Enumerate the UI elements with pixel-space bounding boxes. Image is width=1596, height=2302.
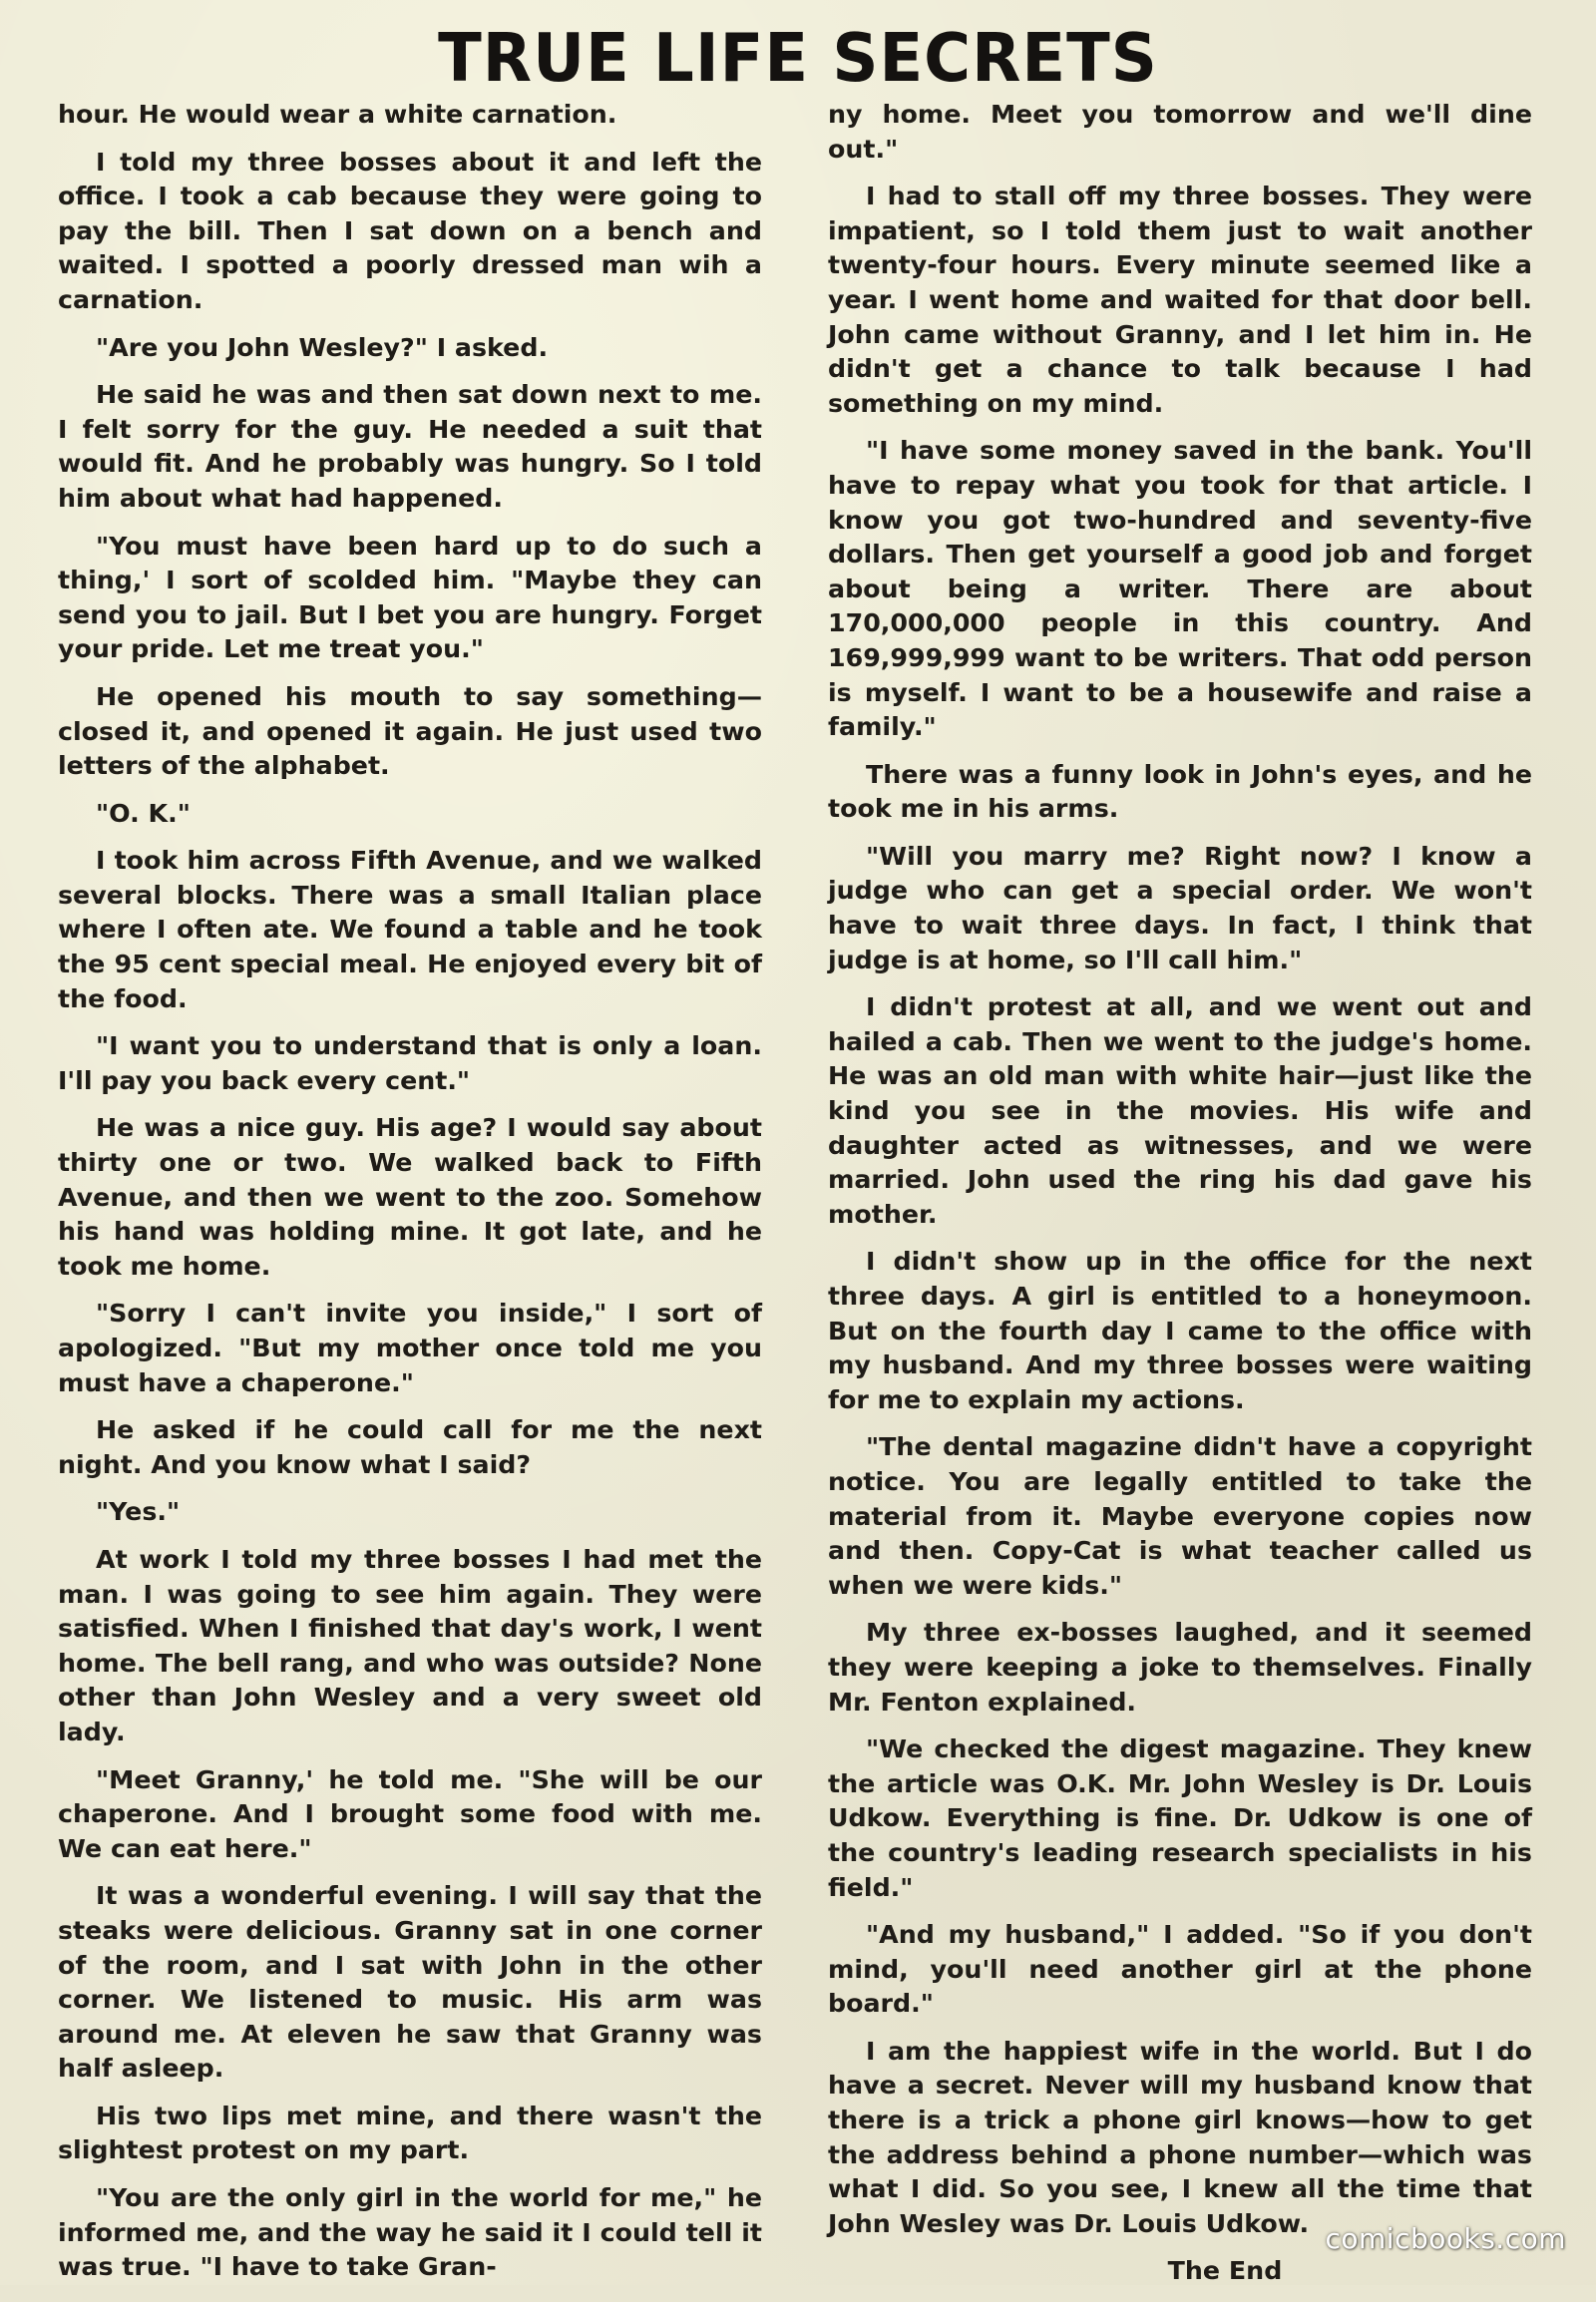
paragraph: "The dental magazine didn't have a copyright notice. You are legally entitled to take the material from it. Maybe everyone copies now and then. Copy-Cat is what teacher called us when we were kids." bbox=[828, 1432, 1532, 1600]
text-column-left bbox=[58, 98, 762, 2298]
page-header-title: TRUE LIFE SECRETS bbox=[438, 20, 1158, 98]
paragraph: "Will you marry me? Right now? I know a judge who can get a special order. We won't have to wait three days. In fact, I think that judge is at home, so I'll call him." bbox=[828, 841, 1532, 974]
paragraph: "Yes." bbox=[96, 1497, 181, 1527]
paragraph: "O. K." bbox=[96, 798, 191, 828]
paragraph: My three ex-bosses laughed, and it seemed they were keeping a joke to themselves. Finally Mr. Fenton explained. bbox=[828, 1618, 1532, 1717]
paragraph: I had to stall off my three bosses. They were impatient, so I told them just to wait another twenty-four hours. Every minute seemed like a year. I went home and waited for that door bell. John came without Granny, and I let him in. He didn't get a chance to talk because I had something on my mind. bbox=[828, 182, 1532, 418]
paragraph: ny home. Meet you tomorrow and we'll dine out." bbox=[828, 100, 1532, 164]
paragraph: His two lips met mine, and there wasn't the slightest protest on my part. bbox=[58, 2101, 762, 2165]
paragraph: "I have some money saved in the bank. You'll have to repay what you took for that article. I know you got two-hundred and seventy-five dollars. Then get yourself a good job and forget about being a writer. There are about 170,000,000 people in this country. And 169,999,999 want to be writers. That odd person is myself. I want to be a housewife and raise a family." bbox=[828, 436, 1532, 742]
paragraph: "You are the only girl in the world for me," he informed me, and the way he said it I could tell it was true. "I have to take Gran- bbox=[58, 2183, 762, 2282]
paragraph: I am the happiest wife in the world. But I do have a secret. Never will my husband know that there is a trick a phone girl knows—how to get the address behind a phone number—which was what I did. So you see, I knew all the time that John Wesley was Dr. Louis Udkow. bbox=[828, 2036, 1532, 2238]
paragraph: "We checked the digest magazine. They knew the article was O.K. Mr. John Wesley is Dr. Louis Udkow. Everything is fine. Dr. Udkow is one of the country's leading research specialists in his field." bbox=[828, 1734, 1532, 1902]
paragraph: He said he was and then sat down next to me. I felt sorry for the guy. He needed a suit that would fit. And he probably was hungry. So I told him about what had happened. bbox=[58, 380, 762, 513]
paragraph: I didn't protest at all, and we went out and hailed a cab. Then we went to the judge's home. He was an old man with white hair—just like the kind you see in the movies. His wife and daughter acted as witnesses, and we were married. John used the ring his dad gave his mother. bbox=[828, 992, 1532, 1229]
story-end-label: The End bbox=[1167, 2256, 1283, 2286]
paragraph: "And my husband," I added. "So if you don't mind, you'll need another girl at the phone board." bbox=[828, 1920, 1532, 2019]
paragraph: hour. He would wear a white carnation. bbox=[58, 100, 617, 129]
site-watermark: comicbooks.com bbox=[1325, 2222, 1566, 2255]
paragraph: "I want you to understand that is only a loan. I'll pay you back every cent." bbox=[58, 1031, 762, 1095]
paragraph: I didn't show up in the office for the next three days. A girl is entitled to a honeymoon. But on the fourth day I came to the office with my husband. And my three bosses were waiting for me to explain my actions. bbox=[828, 1247, 1532, 1414]
paragraph: "Meet Granny,' he told me. "She will be our chaperone. And I brought some food with me. We can eat here." bbox=[58, 1764, 762, 1863]
paragraph: "You must have been hard up to do such a thing,' I sort of scolded him. "Maybe they can send you to jail. But I bet you are hungry. Forget your pride. Let me treat you." bbox=[58, 531, 762, 664]
paragraph: I took him across Fifth Avenue, and we walked several blocks. There was a small Italian place where I often ate. We found a table and he took the 95 cent special meal. He enjoyed every bit of the food. bbox=[58, 846, 762, 1013]
text-column-right bbox=[828, 98, 1532, 2302]
paragraph: He asked if he could call for me the next night. And you know what I said? bbox=[58, 1415, 762, 1479]
paragraph: At work I told my three bosses I had met the man. I was going to see him again. They were satisfied. When I finished that day's work, I went home. The bell rang, and who was outside? None other than John Wesley and a very sweet old lady. bbox=[58, 1544, 762, 1746]
paragraph: He was a nice guy. His age? I would say about thirty one or two. We walked back to Fifth Avenue, and then we went to the zoo. Somehow his hand was holding mine. It got late, and he took me home. bbox=[58, 1113, 762, 1281]
paragraph: It was a wonderful evening. I will say that the steaks were delicious. Granny sat in one corner of the room, and I sat with John in the other corner. We listened to music. His arm was around me. At eleven he saw that Granny was half asleep. bbox=[58, 1881, 762, 2084]
paragraph: "Sorry I can't invite you inside," I sort of apologized. "But my mother once told me you must have a chaperone." bbox=[58, 1299, 762, 1397]
paragraph: There was a funny look in John's eyes, and he took me in his arms. bbox=[828, 759, 1532, 824]
paragraph: He opened his mouth to say something—closed it, and opened it again. He just used two letters of the alphabet. bbox=[58, 681, 762, 781]
paragraph: "Are you John Wesley?" I asked. bbox=[96, 332, 549, 362]
paragraph: I told my three bosses about it and left the office. I took a cab because they were going to pay the bill. Then I sat down on a bench and waited. I spotted a poorly dressed man wih a carnation. bbox=[58, 147, 762, 314]
